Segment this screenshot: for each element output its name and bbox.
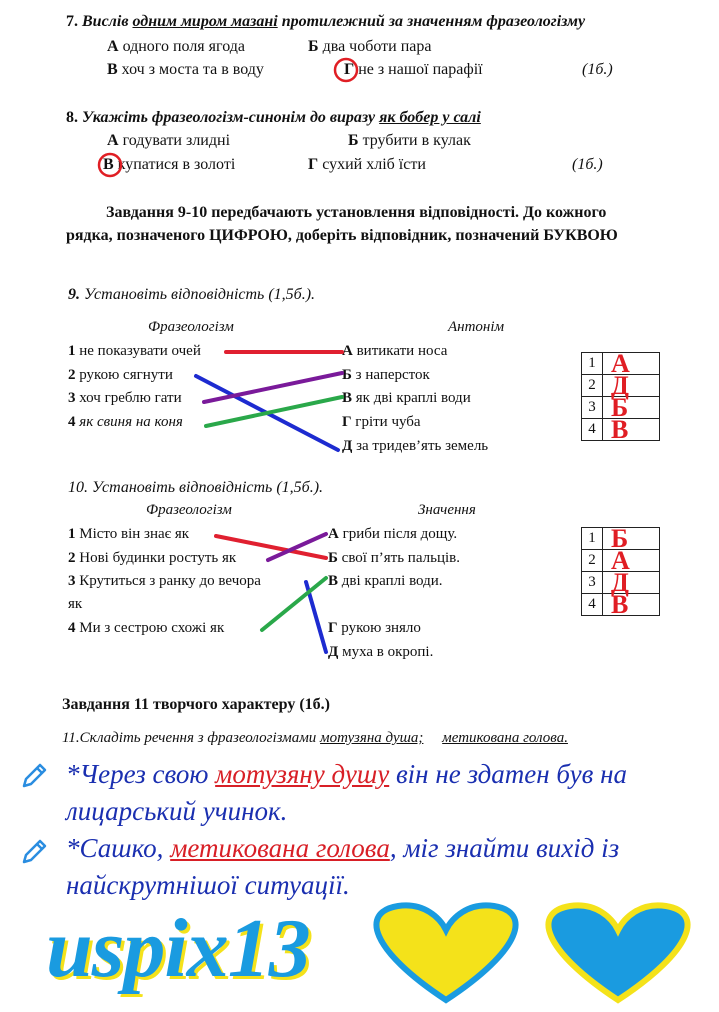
- q9-left-3: 3 хоч греблю гати: [68, 390, 182, 406]
- q10-col-right: Значення: [418, 502, 476, 518]
- q7-option-b: Б два чоботи пара: [308, 38, 432, 55]
- q8-option-a: А годувати злидні: [107, 132, 231, 149]
- q10-col-left: Фразеологізм: [146, 502, 232, 518]
- q9-right-d: Г гріти чуба: [342, 414, 421, 430]
- brand-logo: uspix13: [46, 902, 310, 995]
- q7-points: (1б.): [582, 61, 613, 78]
- q10-answer-num-4: 4: [582, 594, 603, 616]
- q7-question: 7. Вислів одним миром мазані протилежний за значенням фразеологізму: [66, 13, 586, 30]
- answer-sentence-2: *Сашко, метикована голова, міг знайти вихід із найскрутнішої ситуації.: [66, 833, 620, 900]
- q7-option-c: В хоч з моста та в воду: [107, 61, 264, 78]
- q10-left-1: 1 Місто він знає як: [68, 526, 190, 542]
- q10-left-2: 2 Нові будинки ростуть як: [68, 550, 237, 566]
- q11-text: 11.Складіть речення з фразеологізмами мотузяна душа; метикована голова.: [62, 730, 568, 746]
- q10-left-4: 4 Ми з сестрою схожі як: [68, 620, 225, 636]
- q10-right-d: Г рукою зняло: [328, 620, 421, 636]
- q10-right-e: Д муха в окропі.: [328, 644, 434, 660]
- task-9-10-instructions: Завдання 9-10 передбачають установлення відповідності. До кожного рядка, позначеного ЦИФРОЮ, доберіть відповідник, позначений БУКВОЮ: [66, 204, 618, 244]
- heart-icon: [376, 905, 515, 1000]
- q9-answer-3: Б: [611, 393, 629, 422]
- q7-answer-circle: [335, 59, 357, 81]
- q10-right-b: Б свої п’ять пальців.: [328, 550, 460, 566]
- q10-answer-1: Б: [611, 524, 629, 553]
- q9-answer-num-1: 1: [582, 353, 603, 375]
- q10-answer-4: В: [611, 590, 629, 619]
- q10-title: 10. Установіть відповідність (1,5б.).: [68, 479, 324, 496]
- q9-right-b: Б з наперсток: [342, 367, 430, 383]
- q10-answer-num-2: 2: [582, 550, 603, 572]
- q9-answer-num-2: 2: [582, 375, 603, 397]
- q10-left-3: 3 Крутиться з ранку до вечора: [68, 573, 261, 589]
- q10-left-3-cont: як: [68, 596, 83, 612]
- q9-line-4: [206, 397, 342, 426]
- answer-sentence-1: *Через свою мотузяну душу він не здатен був на лицарський учинок.: [66, 759, 627, 826]
- q9-left-2: 2 рукою сягнути: [68, 367, 173, 383]
- q8-question: 8. Укажіть фразеологізм-синонім до виразу як бобер у салі: [66, 109, 481, 126]
- q9-answer-num-4: 4: [582, 419, 603, 441]
- q7-option-d: Г не з нашої парафії: [344, 61, 483, 78]
- q8-option-b: Б трубити в кулак: [348, 132, 471, 149]
- q10-answer-num-1: 1: [582, 528, 603, 550]
- q9-left-4: 4 як свиня на коня: [68, 414, 183, 430]
- q9-col-left: Фразеологізм: [148, 319, 234, 335]
- task-11-heading: Завдання 11 творчого характеру (1б.): [62, 696, 330, 713]
- q8-answer-circle: [99, 154, 121, 176]
- q9-left-1: 1 не показувати очей: [68, 343, 201, 359]
- q9-answer-4: В: [611, 415, 629, 444]
- q10-right-c: В дві краплі води.: [328, 573, 443, 589]
- q7-option-a: А одного поля ягода: [107, 38, 245, 55]
- q10-answer-2: А: [611, 546, 630, 575]
- q8-option-d: Г сухий хліб їсти: [308, 156, 426, 173]
- q10-answer-3: Д: [611, 568, 629, 597]
- q9-answer-2: Д: [611, 371, 629, 400]
- q9-answer-num-3: 3: [582, 397, 603, 419]
- q10-answer-num-3: 3: [582, 572, 603, 594]
- q9-line-3: [204, 373, 342, 402]
- q10-right-a: А гриби після дощу.: [328, 526, 458, 542]
- q9-right-a: А витикати носа: [342, 343, 448, 359]
- q9-right-c: В як дві краплі води: [342, 390, 471, 406]
- q9-right-e: Д за тридев’ять земель: [342, 438, 489, 454]
- heart-icon: [548, 905, 687, 1000]
- q8-option-c: В купатися в золоті: [103, 156, 236, 173]
- q9-title: 9. Установіть відповідність (1,5б.).: [68, 286, 316, 303]
- q9-answer-1: А: [611, 349, 630, 378]
- q9-col-right: Антонім: [448, 319, 505, 335]
- q8-points: (1б.): [572, 156, 603, 173]
